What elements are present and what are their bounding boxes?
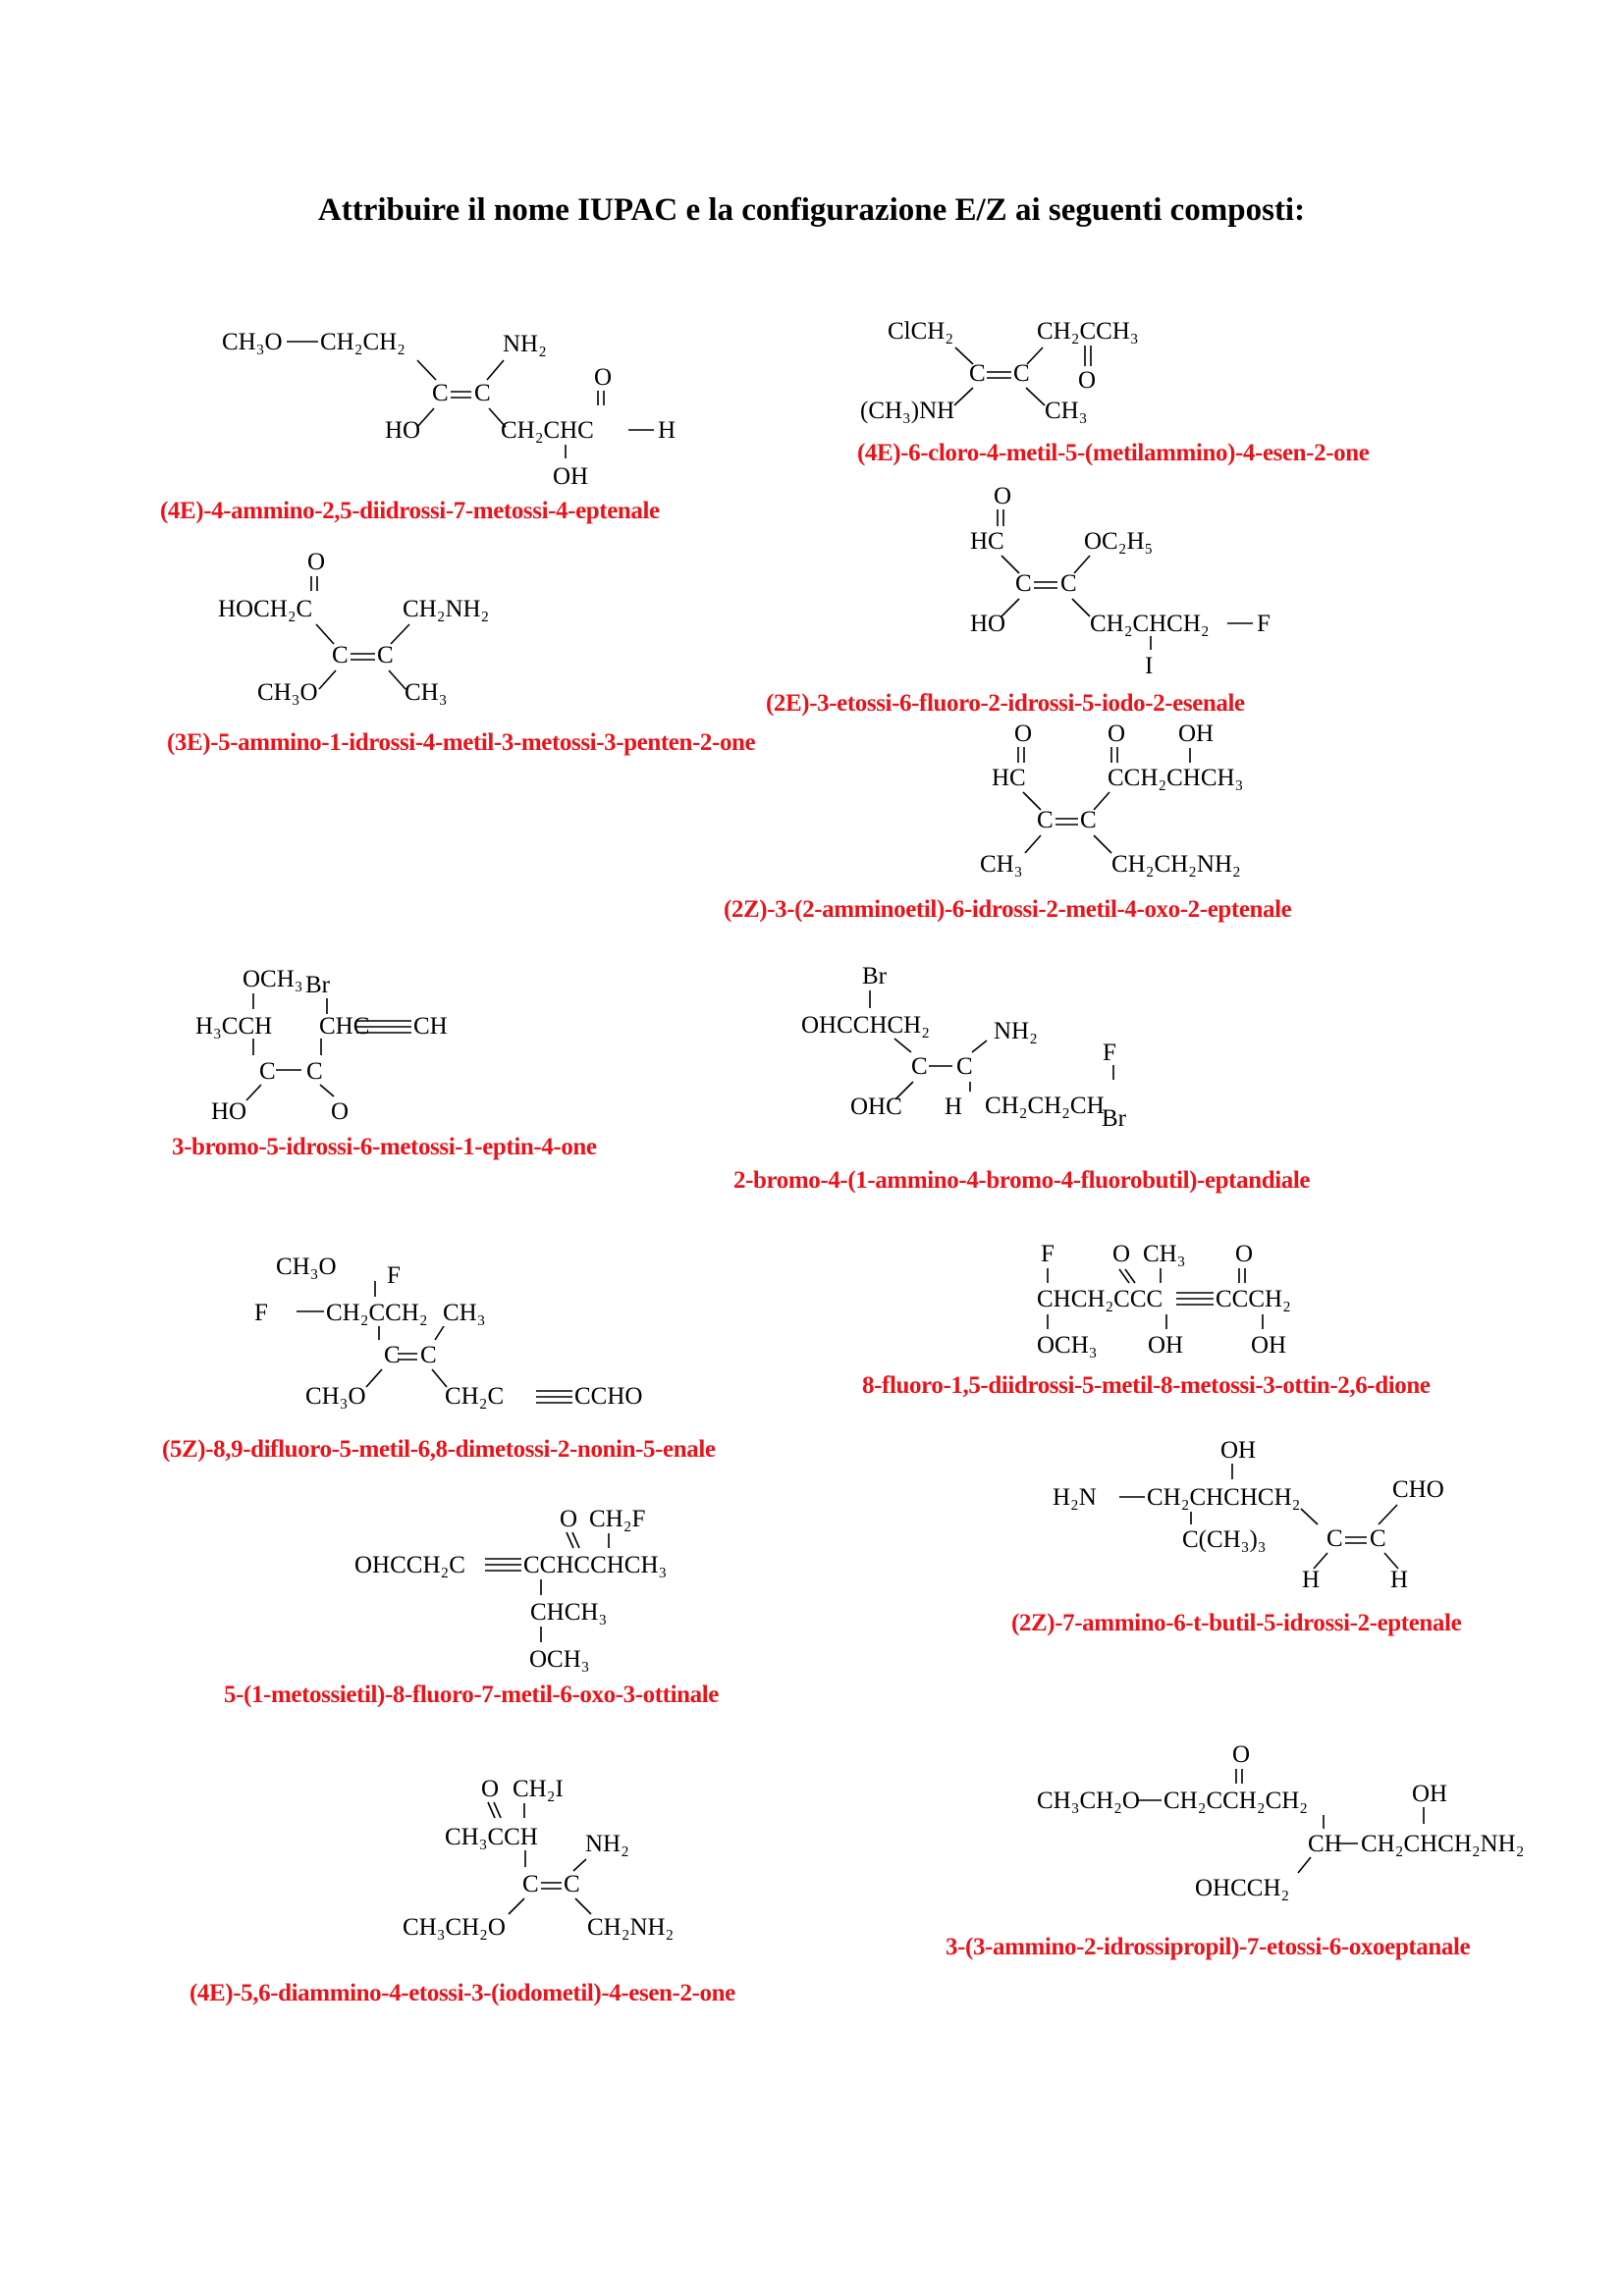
- atom-label: H: [1390, 1567, 1409, 1590]
- atom-label: C: [259, 1058, 276, 1085]
- atom-label: CH₃: [1045, 398, 1088, 424]
- atom-label: CH₂CHCHCH₂: [1147, 1484, 1301, 1511]
- atom-label: CH₃CH₂O: [1037, 1788, 1140, 1814]
- atom-label: C: [332, 642, 349, 668]
- atom-label: CH₂CH₂: [320, 329, 406, 355]
- atom-label: O: [331, 1098, 350, 1125]
- atom-label: C: [377, 642, 394, 668]
- atom-label: CH₃O: [257, 679, 318, 706]
- atom-label: (CH₃)NH: [860, 398, 955, 424]
- atom-label: OH: [1148, 1332, 1184, 1359]
- compound-name: (4E)-5,6-diammino-4-etossi-3-(iodometil)-4-esen-2-one: [189, 1980, 735, 2006]
- atom-label: CH₃O: [222, 329, 283, 355]
- atom-label: HO: [970, 611, 1006, 637]
- atom-label: CH₃CCH: [445, 1824, 538, 1850]
- atom-label: C: [522, 1871, 539, 1897]
- atom-label: O: [560, 1506, 578, 1532]
- atom-label: CH₃: [1143, 1241, 1186, 1267]
- atom-label: CH: [413, 1013, 448, 1040]
- atom-label: OH: [553, 463, 589, 490]
- atom-label: I: [1145, 653, 1154, 679]
- atom-label: O: [1078, 367, 1097, 394]
- atom-label: C: [1013, 360, 1030, 387]
- atom-label: OH: [1251, 1332, 1287, 1359]
- atom-label: OHCCH₂: [1195, 1875, 1290, 1901]
- structure-6: [785, 954, 1159, 1136]
- atom-label: CH₂CHC: [501, 417, 594, 444]
- atom-label: F: [1041, 1241, 1055, 1267]
- atom-label: O: [1235, 1241, 1254, 1267]
- structure-12: [1031, 1733, 1581, 1919]
- compound-name: 2-bromo-4-(1-ammino-4-bromo-4-fluorobutil)-eptandiale: [733, 1167, 1311, 1194]
- atom-label: HO: [211, 1098, 247, 1125]
- atom-label: F: [1257, 611, 1271, 637]
- atom-label: CHCH₃: [530, 1599, 608, 1626]
- atom-label: C: [956, 1053, 973, 1080]
- atom-label: O: [994, 483, 1012, 509]
- compound-name: (2Z)-7-ammino-6-t-butil-5-idrossi-2-eptenale: [1011, 1610, 1462, 1636]
- structure-7: [250, 1242, 643, 1423]
- compound-name: 5-(1-metossietil)-8-fluoro-7-metil-6-oxo-3-ottinale: [224, 1682, 719, 1708]
- atom-label: CH₂NH₂: [403, 596, 490, 622]
- atom-label: C: [1060, 570, 1077, 597]
- atom-label: C: [432, 380, 449, 406]
- atom-label: O: [307, 549, 326, 575]
- atom-label: CCH₂CHCH₃: [1108, 765, 1244, 791]
- atom-label: C: [911, 1053, 928, 1080]
- structure-1: [844, 309, 1198, 437]
- atom-label: C: [384, 1342, 401, 1368]
- atom-label: H: [1302, 1567, 1321, 1590]
- atom-label: O: [1108, 721, 1126, 747]
- atom-label: HO: [385, 417, 421, 444]
- structure-2: [206, 540, 540, 717]
- atom-label: Br: [862, 963, 887, 989]
- structure-0: [216, 319, 677, 491]
- compound-name: (4E)-6-cloro-4-metil-5-(metilammino)-4-esen-2-one: [857, 440, 1370, 466]
- atom-label: O: [1112, 1241, 1131, 1267]
- structure-10: [1041, 1428, 1483, 1590]
- compound-name: (3E)-5-ammino-1-idrossi-4-metil-3-metossi-3-penten-2-one: [167, 729, 756, 756]
- compound-name: (2Z)-3-(2-amminoetil)-6-idrossi-2-metil-4-oxo-2-eptenale: [724, 896, 1292, 923]
- atom-label: F: [1103, 1040, 1116, 1066]
- atom-label: CH₂CCH₂: [326, 1300, 428, 1326]
- atom-label: C: [1015, 570, 1032, 597]
- atom-label: F: [254, 1300, 268, 1326]
- atom-label: C: [1080, 807, 1097, 833]
- atom-label: C: [1370, 1525, 1386, 1552]
- atom-label: CH₂F: [589, 1506, 646, 1532]
- atom-label: CH₂I: [513, 1776, 564, 1802]
- structure-5: [182, 957, 496, 1139]
- atom-label: CH₂CH₂CH: [985, 1093, 1105, 1119]
- atom-label: ClCH₂: [888, 318, 954, 345]
- atom-label: CH₃: [443, 1300, 486, 1326]
- atom-label: CHC: [319, 1013, 370, 1040]
- atom-label: C: [564, 1871, 580, 1897]
- atom-label: HOCH₂C: [218, 596, 313, 622]
- atom-label: CHCH₂CCC: [1037, 1286, 1163, 1312]
- structure-3: [952, 471, 1286, 692]
- atom-label: C: [306, 1058, 323, 1085]
- atom-label: Br: [1102, 1105, 1126, 1132]
- atom-label: CH₂CHCH₂: [1090, 611, 1210, 637]
- atom-label: CH: [1308, 1831, 1342, 1857]
- atom-label: CH₃: [405, 679, 448, 706]
- compound-name: (4E)-4-ammino-2,5-diidrossi-7-metossi-4-eptenale: [160, 498, 660, 524]
- atom-label: CH₃: [980, 851, 1023, 878]
- atom-label: OCH₃: [529, 1646, 590, 1673]
- atom-label: Br: [305, 972, 330, 998]
- atom-label: O: [1014, 721, 1033, 747]
- atom-label: NH₂: [994, 1018, 1038, 1044]
- atom-label: HC: [970, 528, 1004, 555]
- atom-label: CH₃O: [276, 1254, 337, 1280]
- structure-8: [1021, 1232, 1335, 1369]
- atom-label: C: [969, 360, 986, 387]
- atom-label: CH₂CCH₃: [1037, 318, 1139, 345]
- atom-label: OH: [1412, 1781, 1448, 1807]
- atom-label: O: [1232, 1741, 1251, 1768]
- atom-label: CH₂C: [445, 1383, 505, 1410]
- atom-label: NH₂: [585, 1831, 629, 1857]
- atom-label: C(CH₃)₃: [1182, 1526, 1267, 1553]
- atom-label: CH₃CH₂O: [403, 1914, 506, 1941]
- compound-name: (5Z)-8,9-difluoro-5-metil-6,8-dimetossi-2-nonin-5-enale: [162, 1436, 716, 1463]
- atom-label: O: [481, 1776, 500, 1802]
- atom-label: CH₂NH₂: [587, 1914, 675, 1941]
- atom-label: OH: [1220, 1437, 1257, 1464]
- atom-label: CH₂CCH₂CH₂: [1163, 1788, 1309, 1814]
- atom-label: H: [945, 1094, 963, 1120]
- atom-label: O: [594, 364, 613, 391]
- atom-label: OHCCHCH₂: [801, 1012, 930, 1039]
- atom-label: OHCCH₂C: [354, 1552, 465, 1578]
- compound-name: 8-fluoro-1,5-diidrossi-5-metil-8-metossi-3-ottin-2,6-dione: [862, 1372, 1431, 1399]
- atom-label: H₂N: [1053, 1484, 1097, 1511]
- atom-label: CH₂CHCH₂NH₂: [1361, 1831, 1525, 1857]
- atom-label: C: [474, 380, 491, 406]
- atom-label: CCCH₂: [1216, 1286, 1291, 1312]
- atom-label: C: [420, 1342, 437, 1368]
- atom-label: C: [1037, 807, 1054, 833]
- structure-9: [349, 1497, 702, 1688]
- structure-11: [393, 1767, 687, 1958]
- atom-label: OCH₃: [1037, 1332, 1098, 1359]
- compound-name: 3-bromo-5-idrossi-6-metossi-1-eptin-4-one: [172, 1134, 597, 1160]
- atom-label: CCHO: [574, 1383, 643, 1410]
- structure-4: [972, 712, 1286, 893]
- atom-label: CHO: [1392, 1476, 1444, 1503]
- compound-name: (2E)-3-etossi-6-fluoro-2-idrossi-5-iodo-2-esenale: [766, 690, 1245, 717]
- atom-label: OCH₃: [243, 966, 303, 992]
- atom-label: HC: [992, 765, 1026, 791]
- atom-label: H: [658, 417, 676, 444]
- atom-label: OH: [1178, 721, 1215, 747]
- atom-label: C: [1326, 1525, 1343, 1552]
- atom-label: CCHCCHCH₃: [523, 1552, 668, 1578]
- atom-label: NH₂: [503, 331, 547, 357]
- atom-label: H₃CCH: [195, 1013, 273, 1040]
- atom-label: F: [387, 1262, 401, 1289]
- compound-name: 3-(3-ammino-2-idrossipropil)-7-etossi-6-oxoeptanale: [946, 1934, 1471, 1960]
- page-title: Attribuire il nome IUPAC e la configurazione E/Z ai seguenti composti:: [317, 192, 1306, 228]
- atom-label: CH₂CH₂NH₂: [1111, 851, 1241, 878]
- atom-label: CH₃O: [305, 1383, 366, 1410]
- atom-label: OC₂H₅: [1084, 528, 1154, 555]
- atom-label: OHC: [850, 1094, 902, 1120]
